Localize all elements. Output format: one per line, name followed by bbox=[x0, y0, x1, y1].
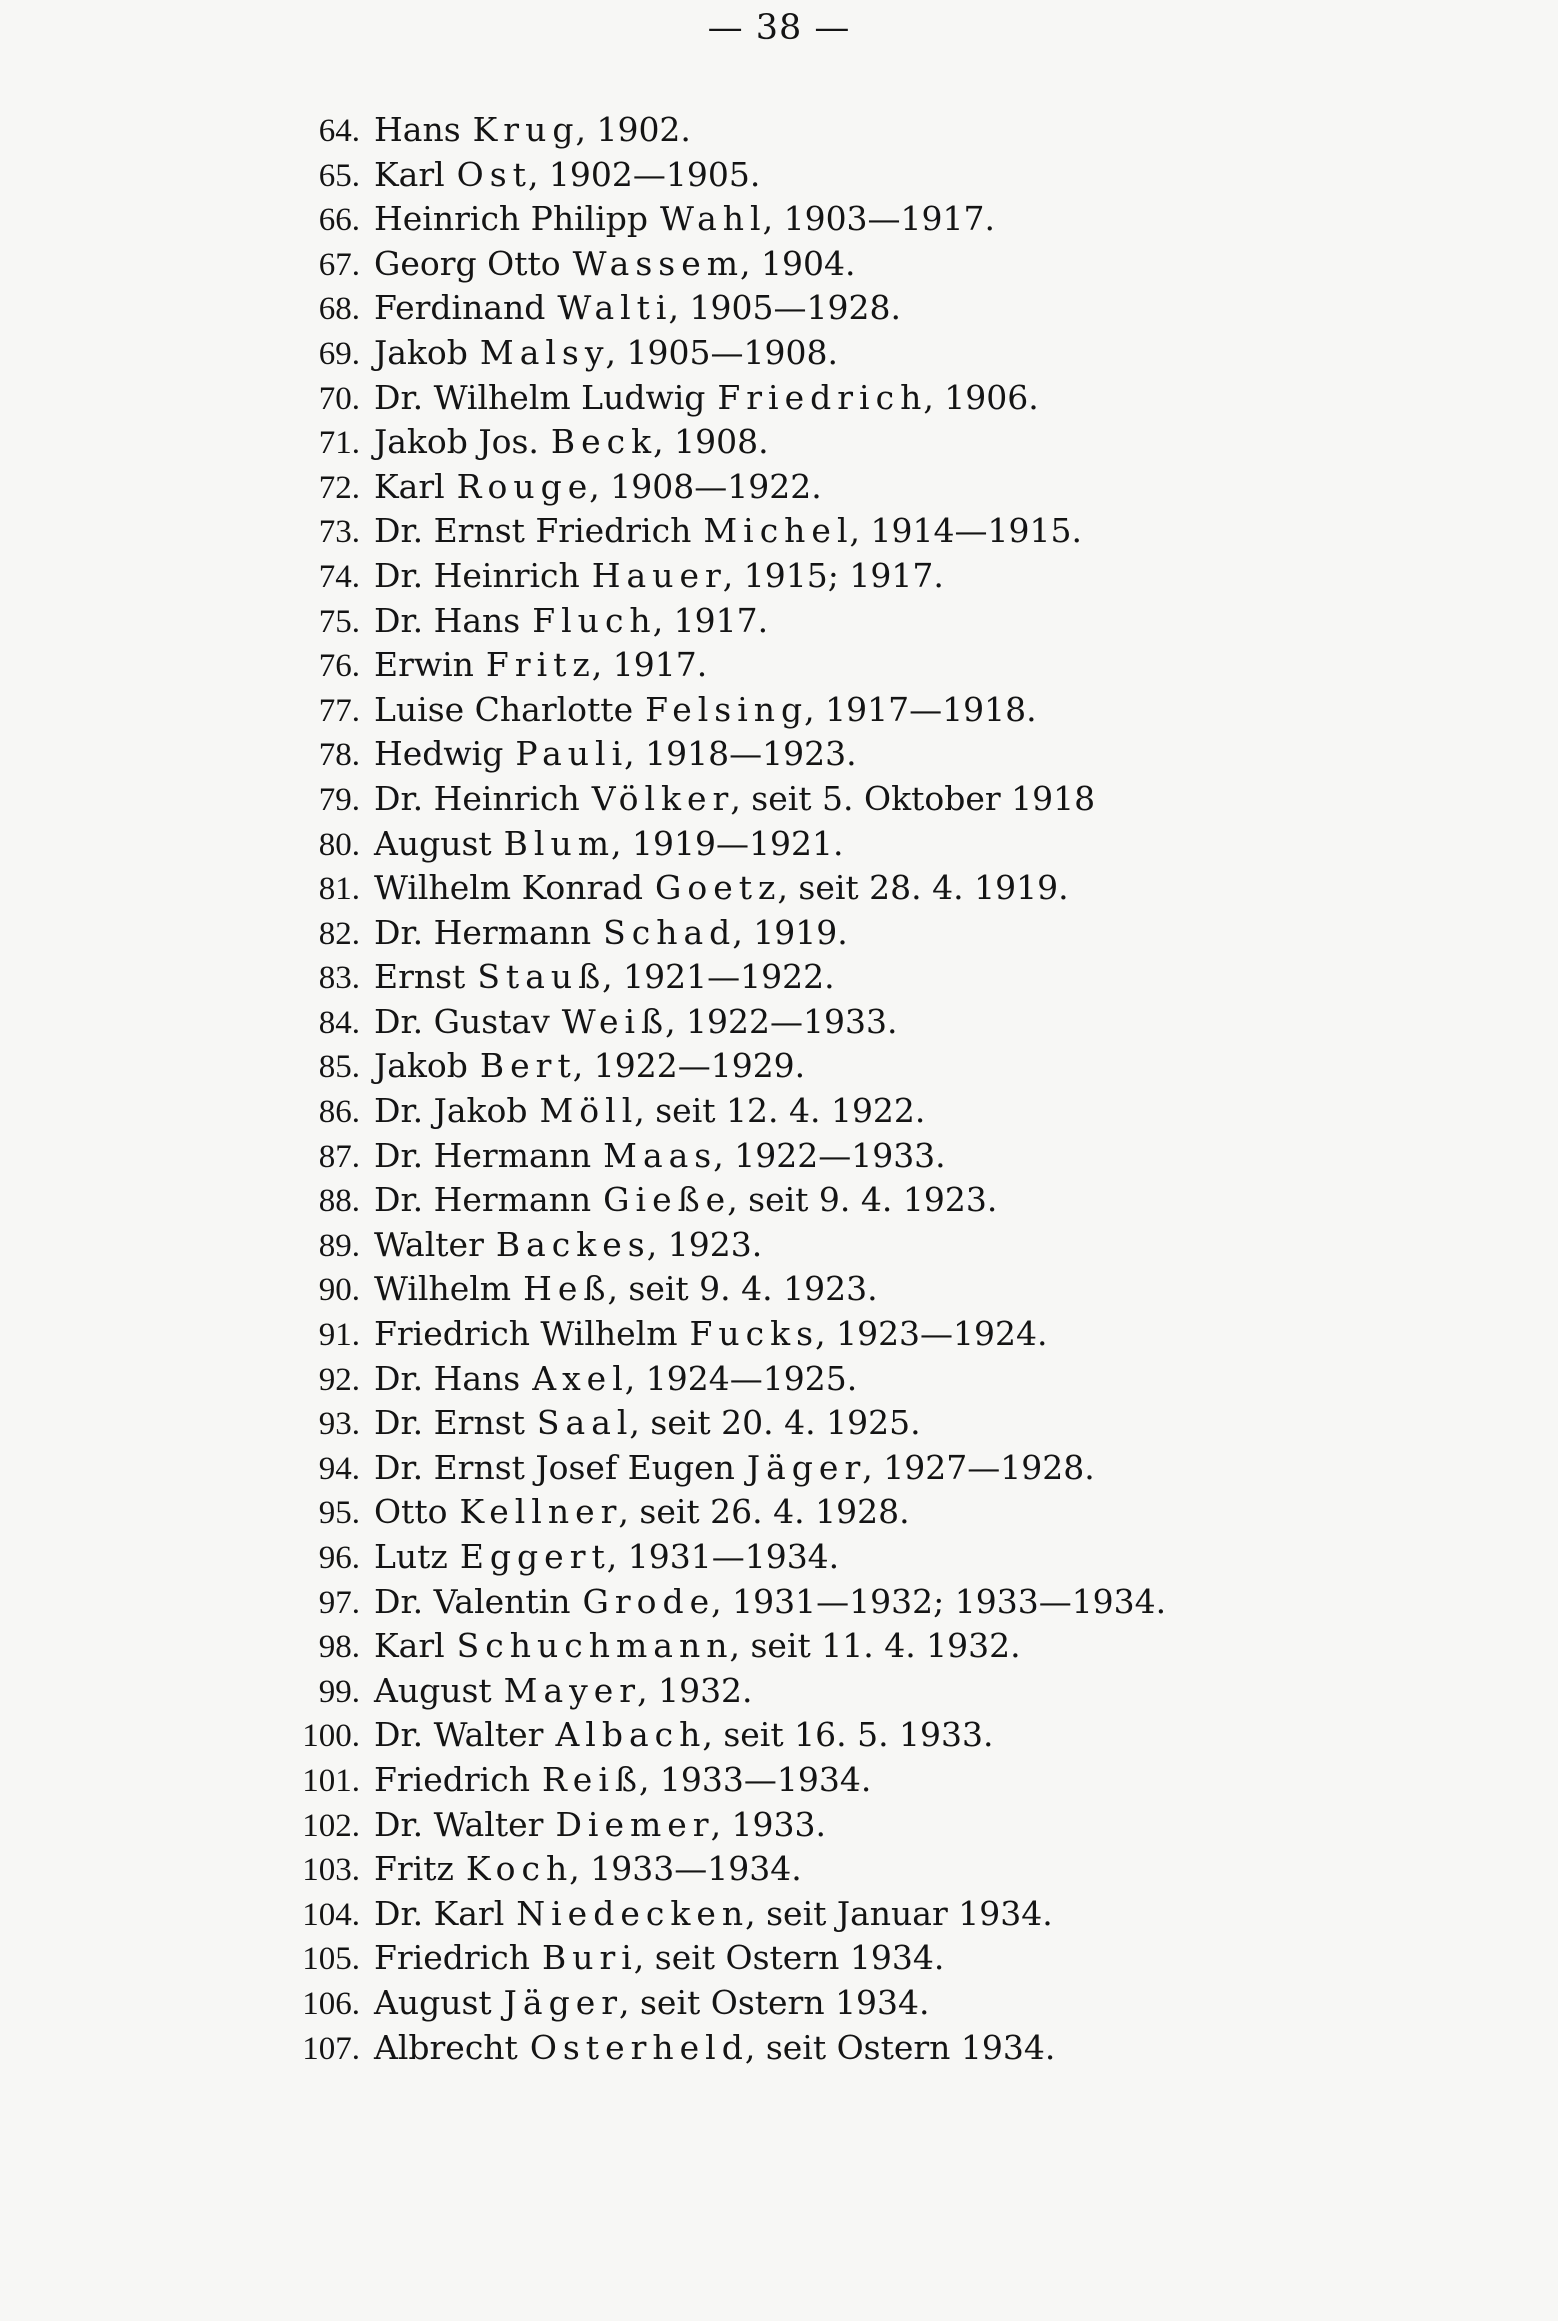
entry-surname: Stauß bbox=[477, 957, 607, 997]
entry-dates: , 1927—1928. bbox=[862, 1447, 1095, 1487]
entry-surname: Mayer bbox=[503, 1670, 642, 1710]
entry-surname: Maas bbox=[603, 1135, 718, 1175]
entry-surname: Albach bbox=[555, 1715, 707, 1755]
entry-surname: Niedecken bbox=[516, 1893, 750, 1933]
entry-given-name: Karl bbox=[374, 154, 445, 194]
entry-number: 96. bbox=[318, 1540, 360, 1576]
entry-surname: Beck bbox=[550, 422, 658, 462]
entry-number: 65. bbox=[318, 157, 360, 194]
entry-given-name: Ferdinand bbox=[374, 288, 546, 328]
entry-number: 90. bbox=[318, 1272, 360, 1309]
entry-given-name: Dr. Ernst Friedrich bbox=[374, 511, 692, 551]
list-item bbox=[270, 779, 1166, 824]
entry-given-name: Dr. Wilhelm Ludwig bbox=[374, 377, 706, 417]
entry-surname: Axel bbox=[532, 1358, 629, 1398]
entry-given-name: Dr. Karl bbox=[374, 1893, 505, 1933]
entry-dates: , 1914—1915. bbox=[849, 511, 1082, 551]
entry-dates: , 1922—1929. bbox=[572, 1046, 806, 1086]
entry-surname: Krug bbox=[472, 110, 580, 149]
entry-dates: , 1931—1934. bbox=[606, 1537, 840, 1576]
entry-number: 94. bbox=[318, 1450, 360, 1487]
entry-dates: , 1933. bbox=[710, 1804, 827, 1844]
entry-surname: Rouge bbox=[456, 466, 594, 506]
page-number: — 38 — bbox=[707, 8, 851, 48]
entry-dates: , seit 26. 4. 1928. bbox=[618, 1492, 910, 1532]
entry-dates: , 1933—1934. bbox=[638, 1759, 872, 1799]
list-item bbox=[270, 734, 1166, 779]
entry-surname: Kellner bbox=[459, 1492, 623, 1532]
entry-given-name: Jakob bbox=[374, 1046, 468, 1086]
entry-number: 86. bbox=[318, 1094, 360, 1131]
entry-dates: , seit Ostern 1934. bbox=[744, 2027, 1056, 2067]
entry-given-name: Dr. Hans bbox=[374, 1358, 521, 1398]
entry-given-name: Walter bbox=[374, 1224, 484, 1264]
entry-dates: , 1908. bbox=[653, 422, 769, 462]
entry-dates: , 1915; 1917. bbox=[722, 555, 944, 595]
list-item bbox=[270, 288, 1166, 333]
entry-dates: , 1902. bbox=[575, 110, 691, 149]
entry-surname: Schad bbox=[603, 912, 737, 952]
entry-number: 72. bbox=[318, 469, 360, 506]
entry-given-name: Heinrich Philipp bbox=[374, 199, 649, 239]
entry-surname: Reiß bbox=[541, 1759, 643, 1799]
entry-given-name: Jakob Jos. bbox=[374, 422, 539, 462]
entry-surname: Schuchmann bbox=[456, 1626, 734, 1666]
entry-given-name: Dr. Gustav bbox=[374, 1001, 550, 1041]
entry-number: 64. bbox=[318, 113, 360, 149]
entry-given-name: Wilhelm Konrad bbox=[374, 868, 644, 908]
list-item bbox=[270, 110, 1166, 155]
entry-dates: , 1924—1925. bbox=[624, 1358, 858, 1398]
entry-surname: Felsing bbox=[645, 689, 809, 729]
entry-number: 78. bbox=[318, 737, 360, 774]
entry-number: 74. bbox=[318, 558, 360, 595]
list-item bbox=[270, 1760, 1166, 1805]
list-item bbox=[270, 913, 1166, 958]
entry-dates: , seit 11. 4. 1932. bbox=[729, 1626, 1021, 1666]
entry-given-name: Hedwig bbox=[374, 734, 504, 774]
entry-dates: , 1918—1923. bbox=[624, 734, 857, 774]
list-item bbox=[270, 333, 1166, 378]
list-item bbox=[270, 1849, 1166, 1894]
entry-surname: Ost bbox=[456, 154, 532, 194]
entry-number: 104. bbox=[302, 1896, 360, 1933]
entry-surname: Saal bbox=[536, 1403, 634, 1443]
entry-number: 85. bbox=[318, 1049, 360, 1086]
entry-dates: , seit Januar 1934. bbox=[745, 1893, 1053, 1933]
entry-given-name: Georg Otto bbox=[374, 243, 561, 283]
list-item bbox=[270, 1537, 1166, 1582]
entry-given-name: Lutz bbox=[374, 1537, 448, 1576]
entry-dates: , 1932. bbox=[637, 1670, 753, 1710]
entry-dates: , seit 28. 4. 1919. bbox=[777, 868, 1069, 908]
list-item bbox=[270, 1492, 1166, 1537]
list-item bbox=[270, 690, 1166, 735]
entry-given-name: August bbox=[374, 823, 492, 863]
entry-surname: Osterheld bbox=[529, 2027, 749, 2067]
list-item bbox=[270, 1091, 1166, 1136]
entry-given-name: Dr. Hermann bbox=[374, 1135, 592, 1175]
list-item bbox=[270, 1359, 1166, 1404]
entry-number: 89. bbox=[318, 1227, 360, 1264]
entry-dates: , seit Ostern 1934. bbox=[619, 1982, 930, 2022]
entry-number: 99. bbox=[318, 1673, 360, 1710]
list-item bbox=[270, 1715, 1166, 1760]
entry-surname: Michel bbox=[703, 511, 854, 551]
entry-given-name: Erwin bbox=[374, 645, 474, 685]
entry-dates: , 1905—1908. bbox=[605, 332, 838, 372]
entry-given-name: August bbox=[374, 1982, 492, 2022]
entry-given-name: August bbox=[374, 1670, 492, 1710]
list-item bbox=[270, 1671, 1166, 1716]
list-item bbox=[270, 556, 1166, 601]
list-item bbox=[270, 1983, 1166, 2028]
entry-number: 84. bbox=[318, 1004, 360, 1041]
list-item bbox=[270, 422, 1166, 467]
entry-dates: , seit 9. 4. 1923. bbox=[607, 1269, 878, 1309]
entry-surname: Backes bbox=[495, 1224, 651, 1264]
entry-surname: Völker bbox=[591, 778, 735, 818]
entry-dates: , seit 12. 4. 1922. bbox=[634, 1091, 926, 1131]
entry-number: 107. bbox=[302, 2030, 360, 2067]
list-item bbox=[270, 1582, 1166, 1627]
entry-number: 82. bbox=[318, 915, 360, 952]
entry-number: 93. bbox=[318, 1406, 360, 1443]
entry-surname: Buri bbox=[541, 1938, 638, 1978]
entry-number: 103. bbox=[302, 1852, 360, 1889]
list-item bbox=[270, 199, 1166, 244]
entry-number: 81. bbox=[318, 871, 360, 908]
entry-surname: Eggert bbox=[459, 1537, 611, 1576]
entry-number: 80. bbox=[318, 826, 360, 863]
entry-given-name: Dr. Hermann bbox=[374, 1180, 592, 1220]
entry-given-name: Dr. Heinrich bbox=[374, 555, 580, 595]
entry-dates: , 1922—1933. bbox=[665, 1001, 898, 1041]
entry-dates: , 1933—1934. bbox=[569, 1849, 802, 1889]
entry-number: 67. bbox=[318, 246, 360, 283]
list-item bbox=[270, 1894, 1166, 1939]
entry-number: 77. bbox=[318, 692, 360, 729]
entry-dates: , seit 20. 4. 1925. bbox=[629, 1403, 921, 1443]
entry-dates: , 1917—1918. bbox=[804, 689, 1037, 729]
entry-dates: , 1923—1924. bbox=[815, 1314, 1048, 1354]
entry-dates: , 1917. bbox=[652, 600, 769, 640]
entry-surname: Malsy bbox=[479, 332, 610, 372]
entry-surname: Wahl bbox=[660, 199, 767, 239]
list-item bbox=[270, 1046, 1166, 1091]
entry-surname: Hauer bbox=[591, 555, 727, 595]
list-item bbox=[270, 1269, 1166, 1314]
entry-given-name: Albrecht bbox=[374, 2027, 518, 2067]
list-item bbox=[270, 645, 1166, 690]
entry-dates: , 1921—1922. bbox=[602, 957, 835, 997]
list-item bbox=[270, 824, 1166, 869]
entry-dates: , 1931—1932; 1933—1934. bbox=[711, 1581, 1167, 1621]
entry-given-name: Dr. Ernst Josef Eugen bbox=[374, 1447, 735, 1487]
list-item bbox=[270, 957, 1166, 1002]
list-item bbox=[270, 1314, 1166, 1359]
entry-dates: , seit 16. 5. 1933. bbox=[702, 1715, 994, 1755]
entry-number: 66. bbox=[318, 202, 360, 239]
entry-surname: Weiß bbox=[561, 1001, 670, 1041]
entry-given-name: Otto bbox=[374, 1492, 448, 1532]
list-item bbox=[270, 155, 1166, 200]
entry-surname: Goetz bbox=[655, 868, 782, 908]
entry-number: 83. bbox=[318, 960, 360, 997]
entry-surname: Gieße bbox=[603, 1180, 732, 1220]
entry-given-name: Friedrich bbox=[374, 1759, 530, 1799]
entry-surname: Wassem bbox=[572, 243, 745, 283]
list-item bbox=[270, 1938, 1166, 1983]
entry-surname: Jäger bbox=[503, 1982, 624, 2022]
entry-number: 76. bbox=[318, 648, 360, 685]
entry-number: 68. bbox=[318, 291, 360, 328]
list-item bbox=[270, 1136, 1166, 1181]
entry-given-name: Hans bbox=[374, 110, 461, 149]
entry-given-name: Dr. Heinrich bbox=[374, 778, 580, 818]
entry-number: 73. bbox=[318, 514, 360, 551]
entry-number: 102. bbox=[302, 1807, 360, 1844]
list-item bbox=[270, 868, 1166, 913]
entry-surname: Fucks bbox=[689, 1314, 820, 1354]
entry-dates: , 1923. bbox=[646, 1224, 763, 1264]
entry-dates: , 1917. bbox=[591, 645, 708, 685]
entry-number: 88. bbox=[318, 1183, 360, 1220]
entry-number: 91. bbox=[318, 1317, 360, 1354]
list-item bbox=[270, 1180, 1166, 1225]
entry-number: 100. bbox=[302, 1718, 360, 1755]
entry-given-name: Dr. Walter bbox=[374, 1715, 544, 1755]
entry-number: 92. bbox=[318, 1361, 360, 1398]
entry-surname: Friedrich bbox=[717, 377, 928, 417]
entry-dates: , 1922—1933. bbox=[713, 1135, 946, 1175]
entry-surname: Jäger bbox=[746, 1447, 867, 1487]
entry-given-name: Dr. Walter bbox=[374, 1804, 544, 1844]
entry-given-name: Dr. Ernst bbox=[374, 1403, 525, 1443]
entry-surname: Pauli bbox=[515, 734, 629, 774]
entry-number: 70. bbox=[318, 380, 360, 417]
entry-surname: Koch bbox=[465, 1849, 574, 1889]
entry-dates: , 1904. bbox=[740, 243, 856, 283]
entry-dates: , 1905—1928. bbox=[668, 288, 901, 328]
entry-number: 75. bbox=[318, 603, 360, 640]
entry-given-name: Dr. Hermann bbox=[374, 912, 592, 952]
list-item bbox=[270, 378, 1166, 423]
entry-number: 98. bbox=[318, 1629, 360, 1666]
entry-surname: Fluch bbox=[532, 600, 657, 640]
list-item bbox=[270, 511, 1166, 556]
entry-number: 101. bbox=[302, 1762, 360, 1799]
entry-surname: Walti bbox=[557, 288, 673, 328]
entry-given-name: Dr. Jakob bbox=[374, 1091, 528, 1131]
entry-number: 95. bbox=[318, 1495, 360, 1532]
entry-given-name: Jakob bbox=[374, 332, 468, 372]
list-item bbox=[270, 2028, 1166, 2073]
list-item bbox=[270, 1002, 1166, 1047]
entry-given-name: Luise Charlotte bbox=[374, 689, 634, 729]
entry-list bbox=[270, 110, 1166, 2072]
entry-dates: , 1919—1921. bbox=[611, 823, 844, 863]
list-item bbox=[270, 244, 1166, 289]
entry-given-name: Fritz bbox=[374, 1849, 454, 1889]
entry-dates: , seit Ostern 1934. bbox=[633, 1938, 945, 1978]
entry-surname: Grode bbox=[582, 1581, 716, 1621]
list-item bbox=[270, 1225, 1166, 1270]
entry-number: 106. bbox=[302, 1985, 360, 2022]
entry-number: 105. bbox=[302, 1941, 360, 1978]
entry-given-name: Karl bbox=[374, 1626, 445, 1666]
entry-dates: , 1902—1905. bbox=[527, 154, 761, 194]
entry-dates: , 1906. bbox=[923, 377, 1039, 417]
entry-dates: , 1903—1917. bbox=[762, 199, 996, 239]
list-item bbox=[270, 601, 1166, 646]
entry-surname: Fritz bbox=[485, 645, 596, 685]
list-item bbox=[270, 1626, 1166, 1671]
list-item bbox=[270, 1448, 1166, 1493]
entry-given-name: Dr. Hans bbox=[374, 600, 521, 640]
entry-number: 71. bbox=[318, 425, 360, 462]
entry-surname: Diemer bbox=[555, 1804, 715, 1844]
entry-number: 69. bbox=[318, 335, 360, 372]
entry-surname: Blum bbox=[503, 823, 616, 863]
entry-dates: , 1919. bbox=[732, 912, 848, 952]
entry-number: 97. bbox=[318, 1584, 360, 1621]
entry-dates: , seit 9. 4. 1923. bbox=[727, 1180, 998, 1220]
entry-dates: , seit 5. Oktober 1918 bbox=[730, 778, 1096, 818]
entry-surname: Möll bbox=[539, 1091, 639, 1131]
entry-surname: Bert bbox=[479, 1046, 577, 1086]
entry-number: 79. bbox=[318, 781, 360, 818]
entry-surname: Heß bbox=[523, 1269, 612, 1309]
entry-given-name: Ernst bbox=[374, 957, 466, 997]
entry-given-name: Friedrich bbox=[374, 1938, 530, 1978]
entry-number: 87. bbox=[318, 1138, 360, 1175]
entry-given-name: Wilhelm bbox=[374, 1269, 512, 1309]
list-item bbox=[270, 467, 1166, 512]
list-item bbox=[270, 1403, 1166, 1448]
entry-given-name: Friedrich Wilhelm bbox=[374, 1314, 678, 1354]
list-item bbox=[270, 1805, 1166, 1850]
entry-dates: , 1908—1922. bbox=[589, 466, 822, 506]
entry-given-name: Karl bbox=[374, 466, 445, 506]
entry-given-name: Dr. Valentin bbox=[374, 1581, 571, 1621]
